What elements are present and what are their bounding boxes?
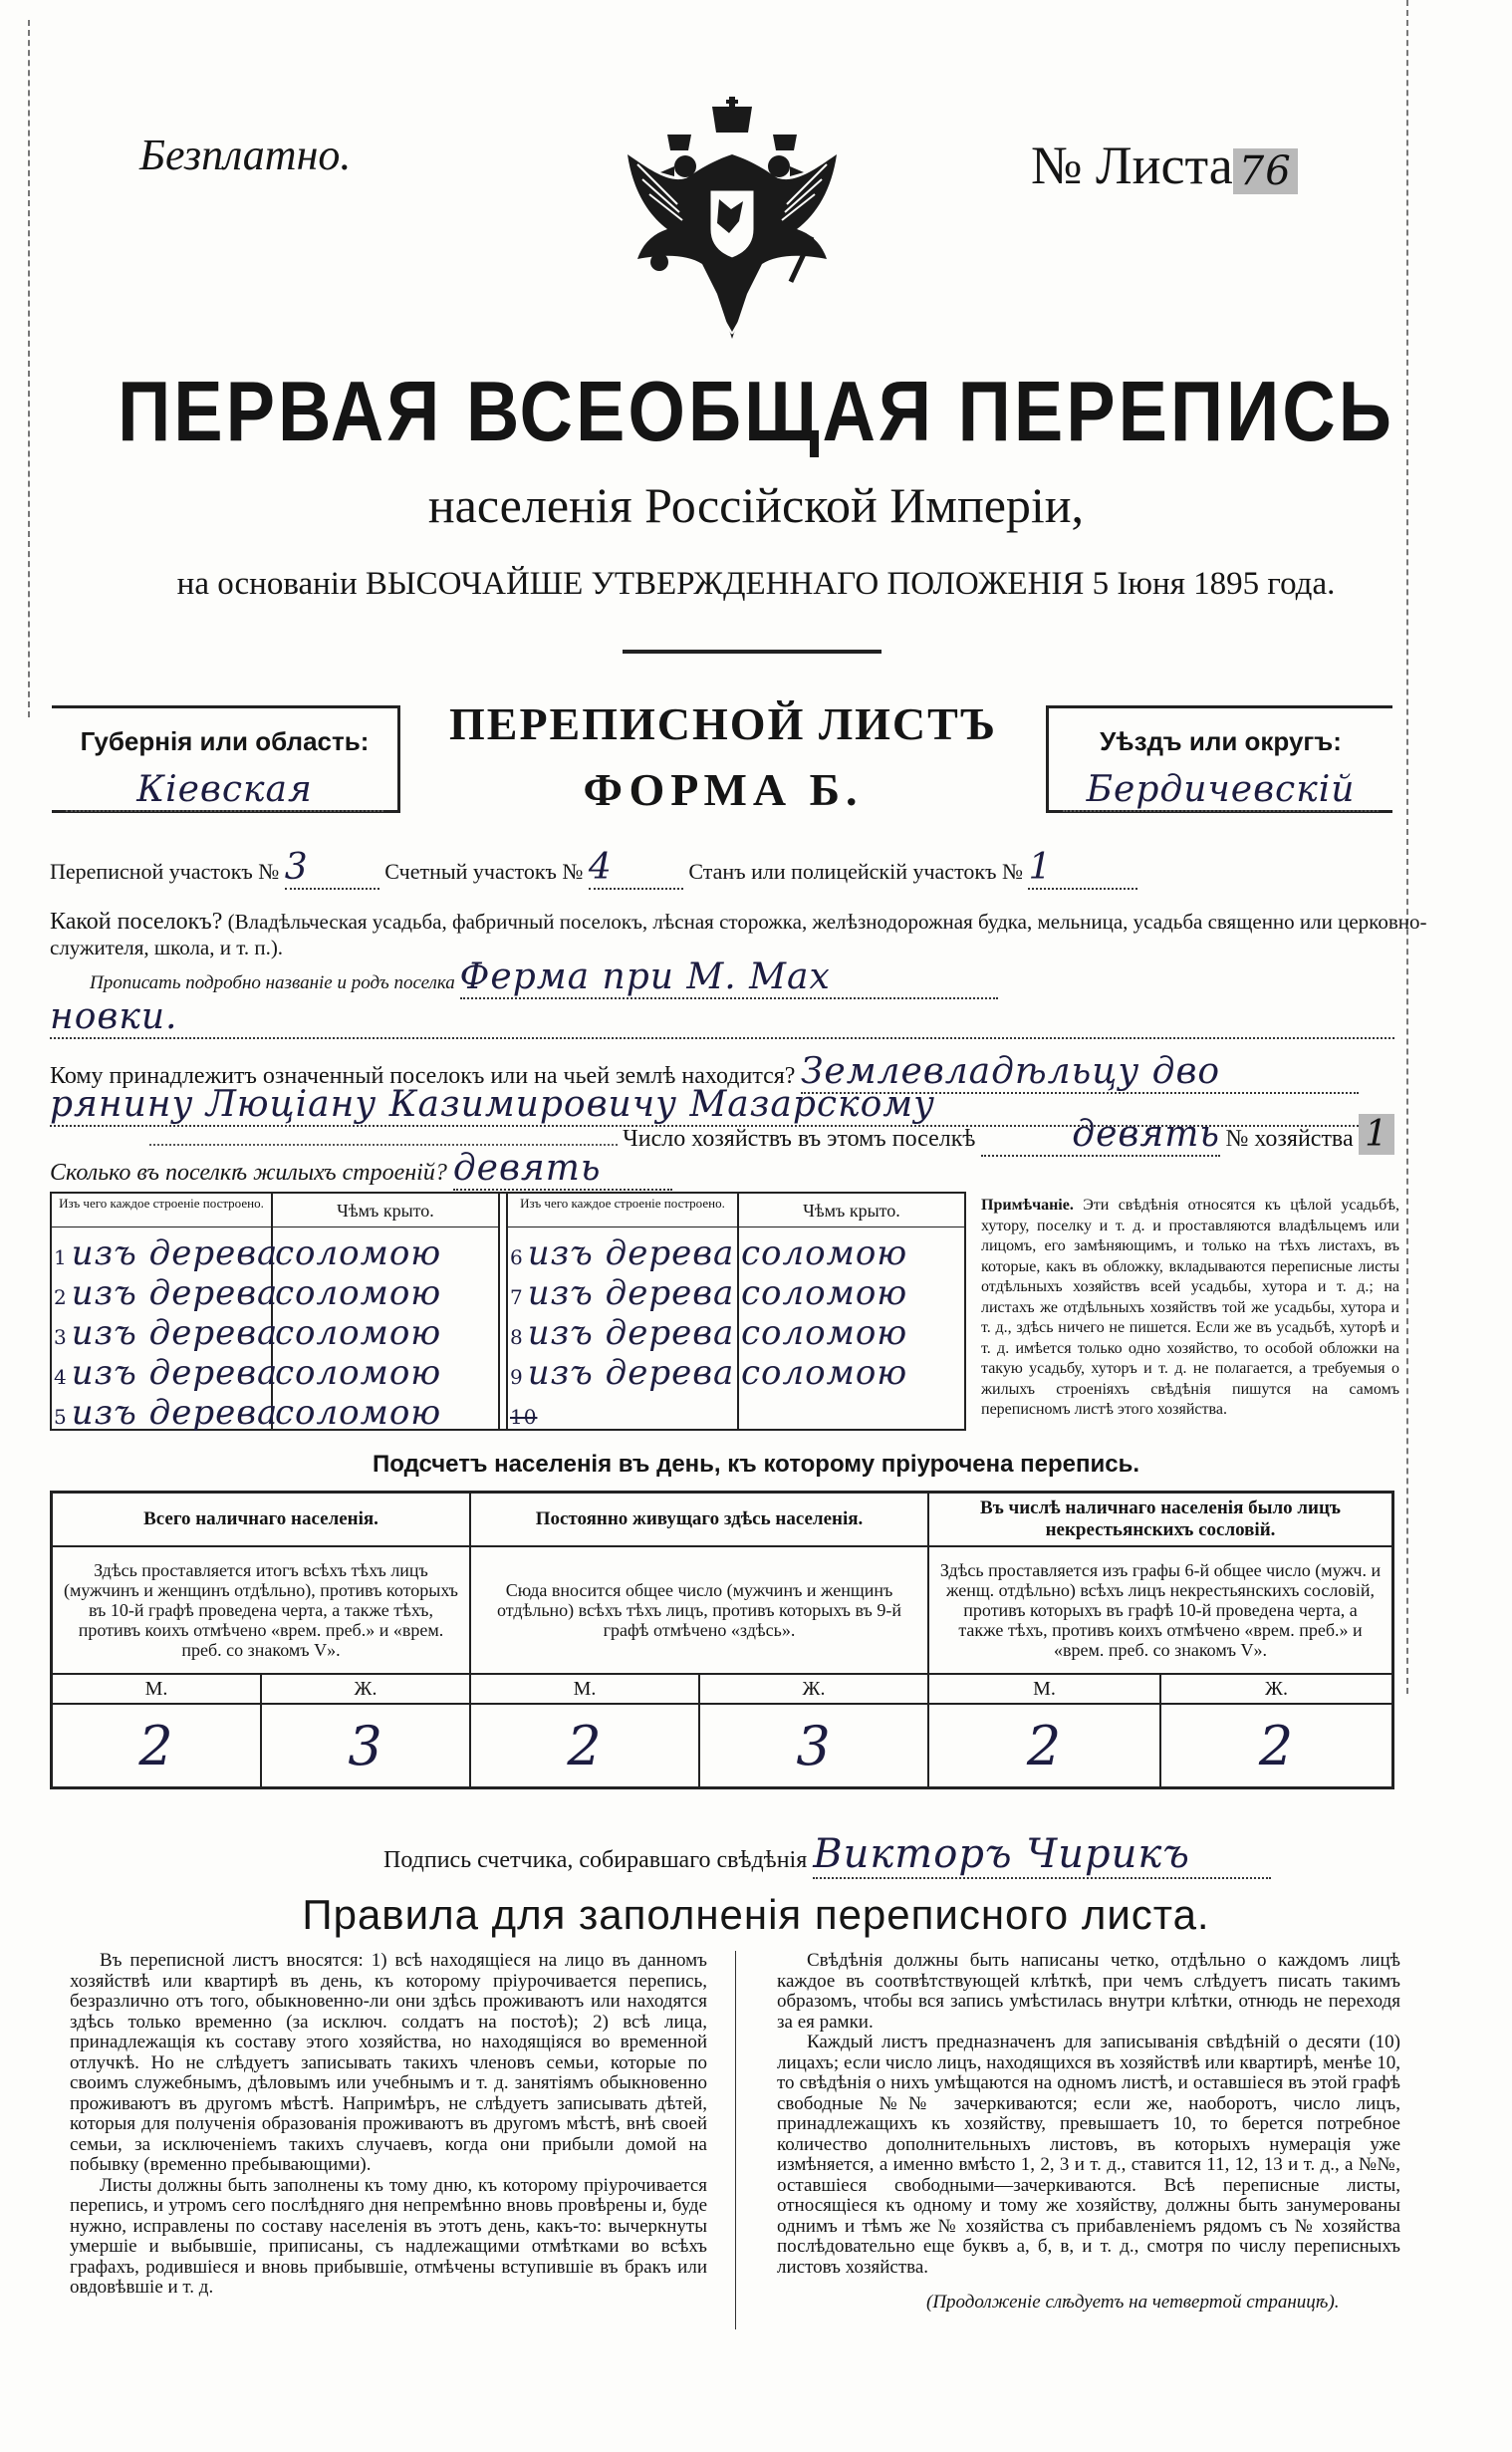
building-row-2-material (54, 1273, 278, 1313)
settlement-value-2: новки. (50, 996, 1394, 1039)
permanent-f-value: 3 (796, 1715, 832, 1777)
buildings-label: Сколько въ поселкѣ жилыхъ строеній? (50, 1160, 447, 1186)
section-line (50, 847, 1137, 890)
population-col-permanent-head: Постоянно живущаго здѣсь населенія. (471, 1494, 927, 1547)
building-row-number: 5 (54, 1405, 68, 1429)
household-no-value: 1 (1359, 1114, 1394, 1155)
building-row-6-roof: соломою (741, 1233, 908, 1273)
subtitle-empire: населенія Россійской Имперіи, (427, 477, 1085, 533)
settlement-line-3 (50, 996, 1394, 1039)
building-material-text: изъ дерева (527, 1273, 735, 1313)
rules-right-p1: Свѣдѣнія должны быть написаны четко, отдѣльно о каждомъ лицѣ каждое въ соотвѣтствующей клѣткѣ, при чемъ слѣдуетъ писать такимъ образомъ, чтобы вся запись умѣстилась внутри клѣтки, отнюдь не переходя за ея рамки. (777, 1950, 1400, 2033)
population-col-total-head: Всего наличнаго населенія. (53, 1494, 469, 1547)
building-material-text: изъ дерева (71, 1393, 279, 1433)
col-roof-right: Чѣмъ крыто. (739, 1194, 964, 1227)
permanent-f-label: Ж. (802, 1678, 826, 1700)
settlement-line-2 (90, 956, 998, 999)
household-no-label: № хозяйства (1225, 1126, 1354, 1152)
building-material-text: изъ дерева (527, 1353, 735, 1393)
continued-note: (Продолженіе слѣдуетъ на четвертой страницѣ). (926, 2292, 1340, 2313)
stan-label: Станъ или полицейскій участокъ № (688, 859, 1023, 884)
building-row-number: 6 (510, 1245, 524, 1269)
col-material-left: Изъ чего каждое строеніе построено. (52, 1194, 271, 1227)
building-material-text: изъ дерева (71, 1353, 279, 1393)
province-label: Губернія или область: (80, 726, 370, 756)
buildings-table (50, 1192, 966, 1431)
building-row-6-material (510, 1233, 734, 1273)
population-col-nonpeasant-desc: Здѣсь проставляется изъ графы 6-й общее число (мужч. и женщ. отдѣльно) всѣхъ лицъ некрестьянскихъ сословій, противъ которыхъ въ графѣ 10-й проведена черта, а также тѣхъ, противъ коихъ отмѣчено «врем. преб.» и «врем. преб. со знакомъ V». (929, 1547, 1391, 1675)
households-label: Число хозяйствъ въ этомъ поселкѣ (623, 1126, 976, 1152)
building-row-4-roof: соломою (275, 1353, 442, 1393)
owner-label: Кому принадлежитъ означенный поселокъ или на чьей землѣ находится? (50, 1063, 796, 1089)
building-row-3-material (54, 1313, 278, 1353)
building-row-5-roof: соломою (275, 1393, 442, 1433)
signature-value: Викторъ Чирикъ (813, 1831, 1271, 1879)
building-row-number: 10 (510, 1405, 538, 1429)
col-roof-left: Чѣмъ крыто. (273, 1194, 498, 1227)
buildings-line (50, 1148, 672, 1191)
col-material-right: Изъ чего каждое строеніе построено. (508, 1194, 737, 1227)
population-col-total (53, 1494, 471, 1786)
settlement-value-1: Ферма при М. Мах (460, 956, 998, 999)
building-material-text: изъ дерева (527, 1233, 735, 1273)
rules-left-p1: Въ переписной листъ вносятся: 1) всѣ находящіеся на лицо въ данномъ хозяйствѣ или квартирѣ въ день, къ которому пріурочивается перепись, безразлично отъ того, обыкновенно-ли они здѣсь проживаютъ или находятся здѣсь только временно (за исключ. солдатъ на постоѣ); 2) всѣ лица, принадлежащія къ составу этого хозяйства, но находящіяся во временной отлучкѣ. Но не слѣдуетъ записывать такихъ членовъ семьи, которые по своимъ служебнымъ, дѣловымъ или учебнымъ и т. д. занятіямъ обыкновенно проживаютъ въ другомъ мѣстѣ. Напримѣръ, не слѣдуетъ записывать дѣтей, которыя для полученія образованія проживаютъ въ другомъ мѣстѣ, внѣ своей семьи, за исключеніемъ такихъ случаевъ, когда они прибыли домой на побывку (временно пребывающими). (70, 1950, 707, 2175)
sheet-number-value: 76 (1233, 148, 1298, 194)
census-section-value: 3 (285, 847, 379, 890)
building-row-1-material (54, 1233, 278, 1273)
title-divider (623, 650, 882, 654)
building-row-9-roof: соломою (741, 1353, 908, 1393)
sheet-number (1031, 135, 1298, 196)
households-value: девять (981, 1114, 1220, 1157)
stan-value: 1 (1028, 847, 1137, 890)
owner-value-1: Землевладѣльцу дво (801, 1051, 1359, 1094)
population-col-nonpeasant-head: Въ числѣ наличнаго населенія было лицъ некрестьянскихъ сословій. (929, 1494, 1391, 1547)
permanent-m-value: 2 (471, 1705, 700, 1788)
building-row-8-roof: соломою (741, 1313, 908, 1353)
building-row-9-material (510, 1353, 734, 1393)
population-col-nonpeasant (929, 1494, 1391, 1786)
double-headed-eagle-emblem (608, 95, 857, 354)
building-row-number: 9 (510, 1365, 524, 1389)
population-col-permanent (471, 1494, 929, 1786)
population-title: Подсчетъ населенія въ день, къ которому пріурочена перепись. (373, 1451, 1139, 1478)
total-m-label: М. (53, 1675, 262, 1703)
rules-left-column (70, 1951, 707, 2299)
district-value: Бердичевскій (1063, 769, 1379, 812)
district-label: Уѣздъ или округъ: (1100, 726, 1342, 756)
building-row-number: 7 (510, 1285, 524, 1309)
total-f-label: Ж. (354, 1678, 378, 1700)
settlement-label: Какой поселокъ? (50, 909, 223, 935)
right-dashed-edge (1406, 0, 1408, 1694)
count-section-value: 4 (589, 847, 683, 890)
building-row-number: 4 (54, 1365, 68, 1389)
province-box (52, 705, 400, 813)
building-row-number: 8 (510, 1325, 524, 1349)
permanent-m-label: М. (471, 1675, 700, 1703)
rules-right-column (777, 1951, 1400, 2278)
nonpeasant-m-value: 2 (929, 1705, 1161, 1788)
building-row-number: 3 (54, 1325, 68, 1349)
total-m-value: 2 (53, 1705, 262, 1788)
main-title: ПЕРВАЯ ВСЕОБЩАЯ ПЕРЕПИСЬ (118, 363, 1394, 459)
building-row-4-material (54, 1353, 278, 1393)
building-row-2-roof: соломою (275, 1273, 442, 1313)
building-row-1-roof: соломою (275, 1233, 442, 1273)
population-col-total-desc: Здѣсь проставляется итогъ всѣхъ тѣхъ лицъ (мужчинъ и женщинъ отдѣльно), противъ которыхъ въ 10-й графѣ проведена черта, а также тѣхъ, противъ коихъ отмѣчено «врем. преб.» и «врем. преб. со знакомъ V». (53, 1547, 469, 1675)
nonpeasant-f-label: Ж. (1265, 1678, 1288, 1700)
building-material-text: изъ дерева (71, 1233, 279, 1273)
settlement-hint: (Владѣльческая усадьба, фабричный поселокъ, лѣсная сторожка, желѣзнодорожная будка, мельница, усадьба священно или церковно-служителя, школа, и т. п.). (50, 910, 1427, 959)
settlement-instruction: Прописать подробно названіе и родъ поселка (90, 972, 455, 993)
form-letter: ФОРМА Б. (583, 764, 864, 815)
building-row-number: 2 (54, 1285, 68, 1309)
population-col-permanent-desc: Сюда вносится общее число (мужчинъ и женщинъ отдѣльно) всѣхъ тѣхъ лицъ, противъ которыхъ въ 9-й графѣ отмѣчено «здѣсь». (471, 1547, 927, 1675)
buildings-note (981, 1196, 1399, 1421)
nonpeasant-m-label: М. (929, 1675, 1161, 1703)
form-title: ПЕРЕПИСНОЙ ЛИСТЪ (448, 698, 998, 749)
free-label: Безплатно. (139, 131, 352, 179)
building-row-7-material (510, 1273, 734, 1313)
owner-value-2: рянину Люціану Казимировичу Мазарскому (50, 1084, 1394, 1127)
rules-title: Правила для заполненія переписного листа. (302, 1891, 1210, 1938)
building-material-text: изъ дерева (527, 1313, 735, 1353)
note-text: Эти свѣдѣнія относятся къ цѣлой усадьбѣ, хутору, поселку и т. д. и проставляются владѣльцемъ или лицомъ, его замѣняющимъ, и только на тѣхъ листахъ, въ которые, какъ въ обложку, вкладываются переписные листы отдѣльныхъ хозяйствъ всей усадьбы, хутора и т. д.; на листахъ же отдѣльныхъ хозяйствъ той же усадьбы, хутора и т. д., здѣсь ничего не пишется. Если же въ усадьбѣ, хуторѣ и т. д. имѣется только одно хозяйство, то особой обложки на такую усадьбу, хуторъ и т. д. не полагается, а требуемыя о жилыхъ строеніяхъ свѣдѣнія пишутся на самомъ переписномъ листѣ этого хозяйства. (981, 1197, 1400, 1418)
building-material-text: изъ дерева (71, 1273, 279, 1313)
building-row-7-roof: соломою (741, 1273, 908, 1313)
building-row-number: 1 (54, 1245, 68, 1269)
province-value: Кіевская (66, 769, 383, 812)
buildings-value: девять (453, 1148, 672, 1191)
population-table (50, 1491, 1394, 1789)
building-row-3-roof: соломою (275, 1313, 442, 1353)
subtitle-decree: на основаніи ВЫСОЧАЙШЕ УТВЕРЖДЕННАГО ПОЛОЖЕНІЯ 5 Іюня 1895 года. (176, 566, 1336, 602)
nonpeasant-f-value: 2 (1258, 1715, 1295, 1777)
district-box (1046, 705, 1392, 813)
building-material-text: изъ дерева (71, 1313, 279, 1353)
enumerator-signature (383, 1831, 1271, 1879)
signature-label: Подпись счетчика, собиравшаго свѣдѣнія (383, 1847, 808, 1873)
total-f-value: 3 (348, 1715, 383, 1777)
rules-divider (735, 1951, 736, 2329)
census-section-label: Переписной участокъ № (50, 859, 280, 884)
note-title: Примѣчаніе. (981, 1197, 1074, 1214)
rules-left-p2: Листы должны быть заполнены къ тому дню, къ которому пріурочивается перепись, и утромъ сего послѣдняго дня непремѣнно вновь провѣрены и, буде нужно, исправлены по составу населенія въ этотъ день, какъ-то: вычеркнуты умершіе и выбывшіе, приписаны, съ надлежащими отмѣтками во всѣхъ графахъ, родившіеся и вновь прибывшіе, отмѣчены вступившіе въ бракъ или овдовѣвшіе и т. д. (70, 2174, 707, 2298)
sheet-number-label: № Листа (1031, 136, 1233, 195)
rules-right-p2: Каждый листъ предназначенъ для записыванія свѣдѣній о десяти (10) лицахъ; если число лицъ, находящихся въ хозяйствѣ или квартирѣ, менѣе 10, то свѣдѣнія о нихъ умѣщаются на одномъ листѣ, и оставшіеся въ этой графѣ свободные №№ зачеркиваются; если же, наоборотъ, число лицъ, принадлежащихъ къ хозяйству, превышаетъ 10, то берется потребное количество дополнительныхъ листовъ, въ которыхъ нумерація уже измѣняется, а именно вмѣсто 1, 2, 3 и т. д., ставится 11, 12, 13 и т. д., а №№, оставшіеся свободными—зачеркиваются. Всѣ переписные листы, относящіеся къ одному и тому же хозяйству, должны быть занумерованы однимъ и тѣмъ же № хозяйства съ прибавленіемъ рядомъ съ № хозяйства послѣдовательно еще буквъ а, б, в, и т. д., смотря по числу переписныхъ листовъ хозяйства. (777, 2032, 1400, 2278)
building-row-8-material (510, 1313, 734, 1353)
households-dotfill (149, 1144, 618, 1146)
building-row-10-material (510, 1393, 541, 1433)
count-section-label: Счетный участокъ № (384, 859, 584, 884)
building-row-5-material (54, 1393, 278, 1433)
settlement-line-1 (50, 909, 1512, 960)
